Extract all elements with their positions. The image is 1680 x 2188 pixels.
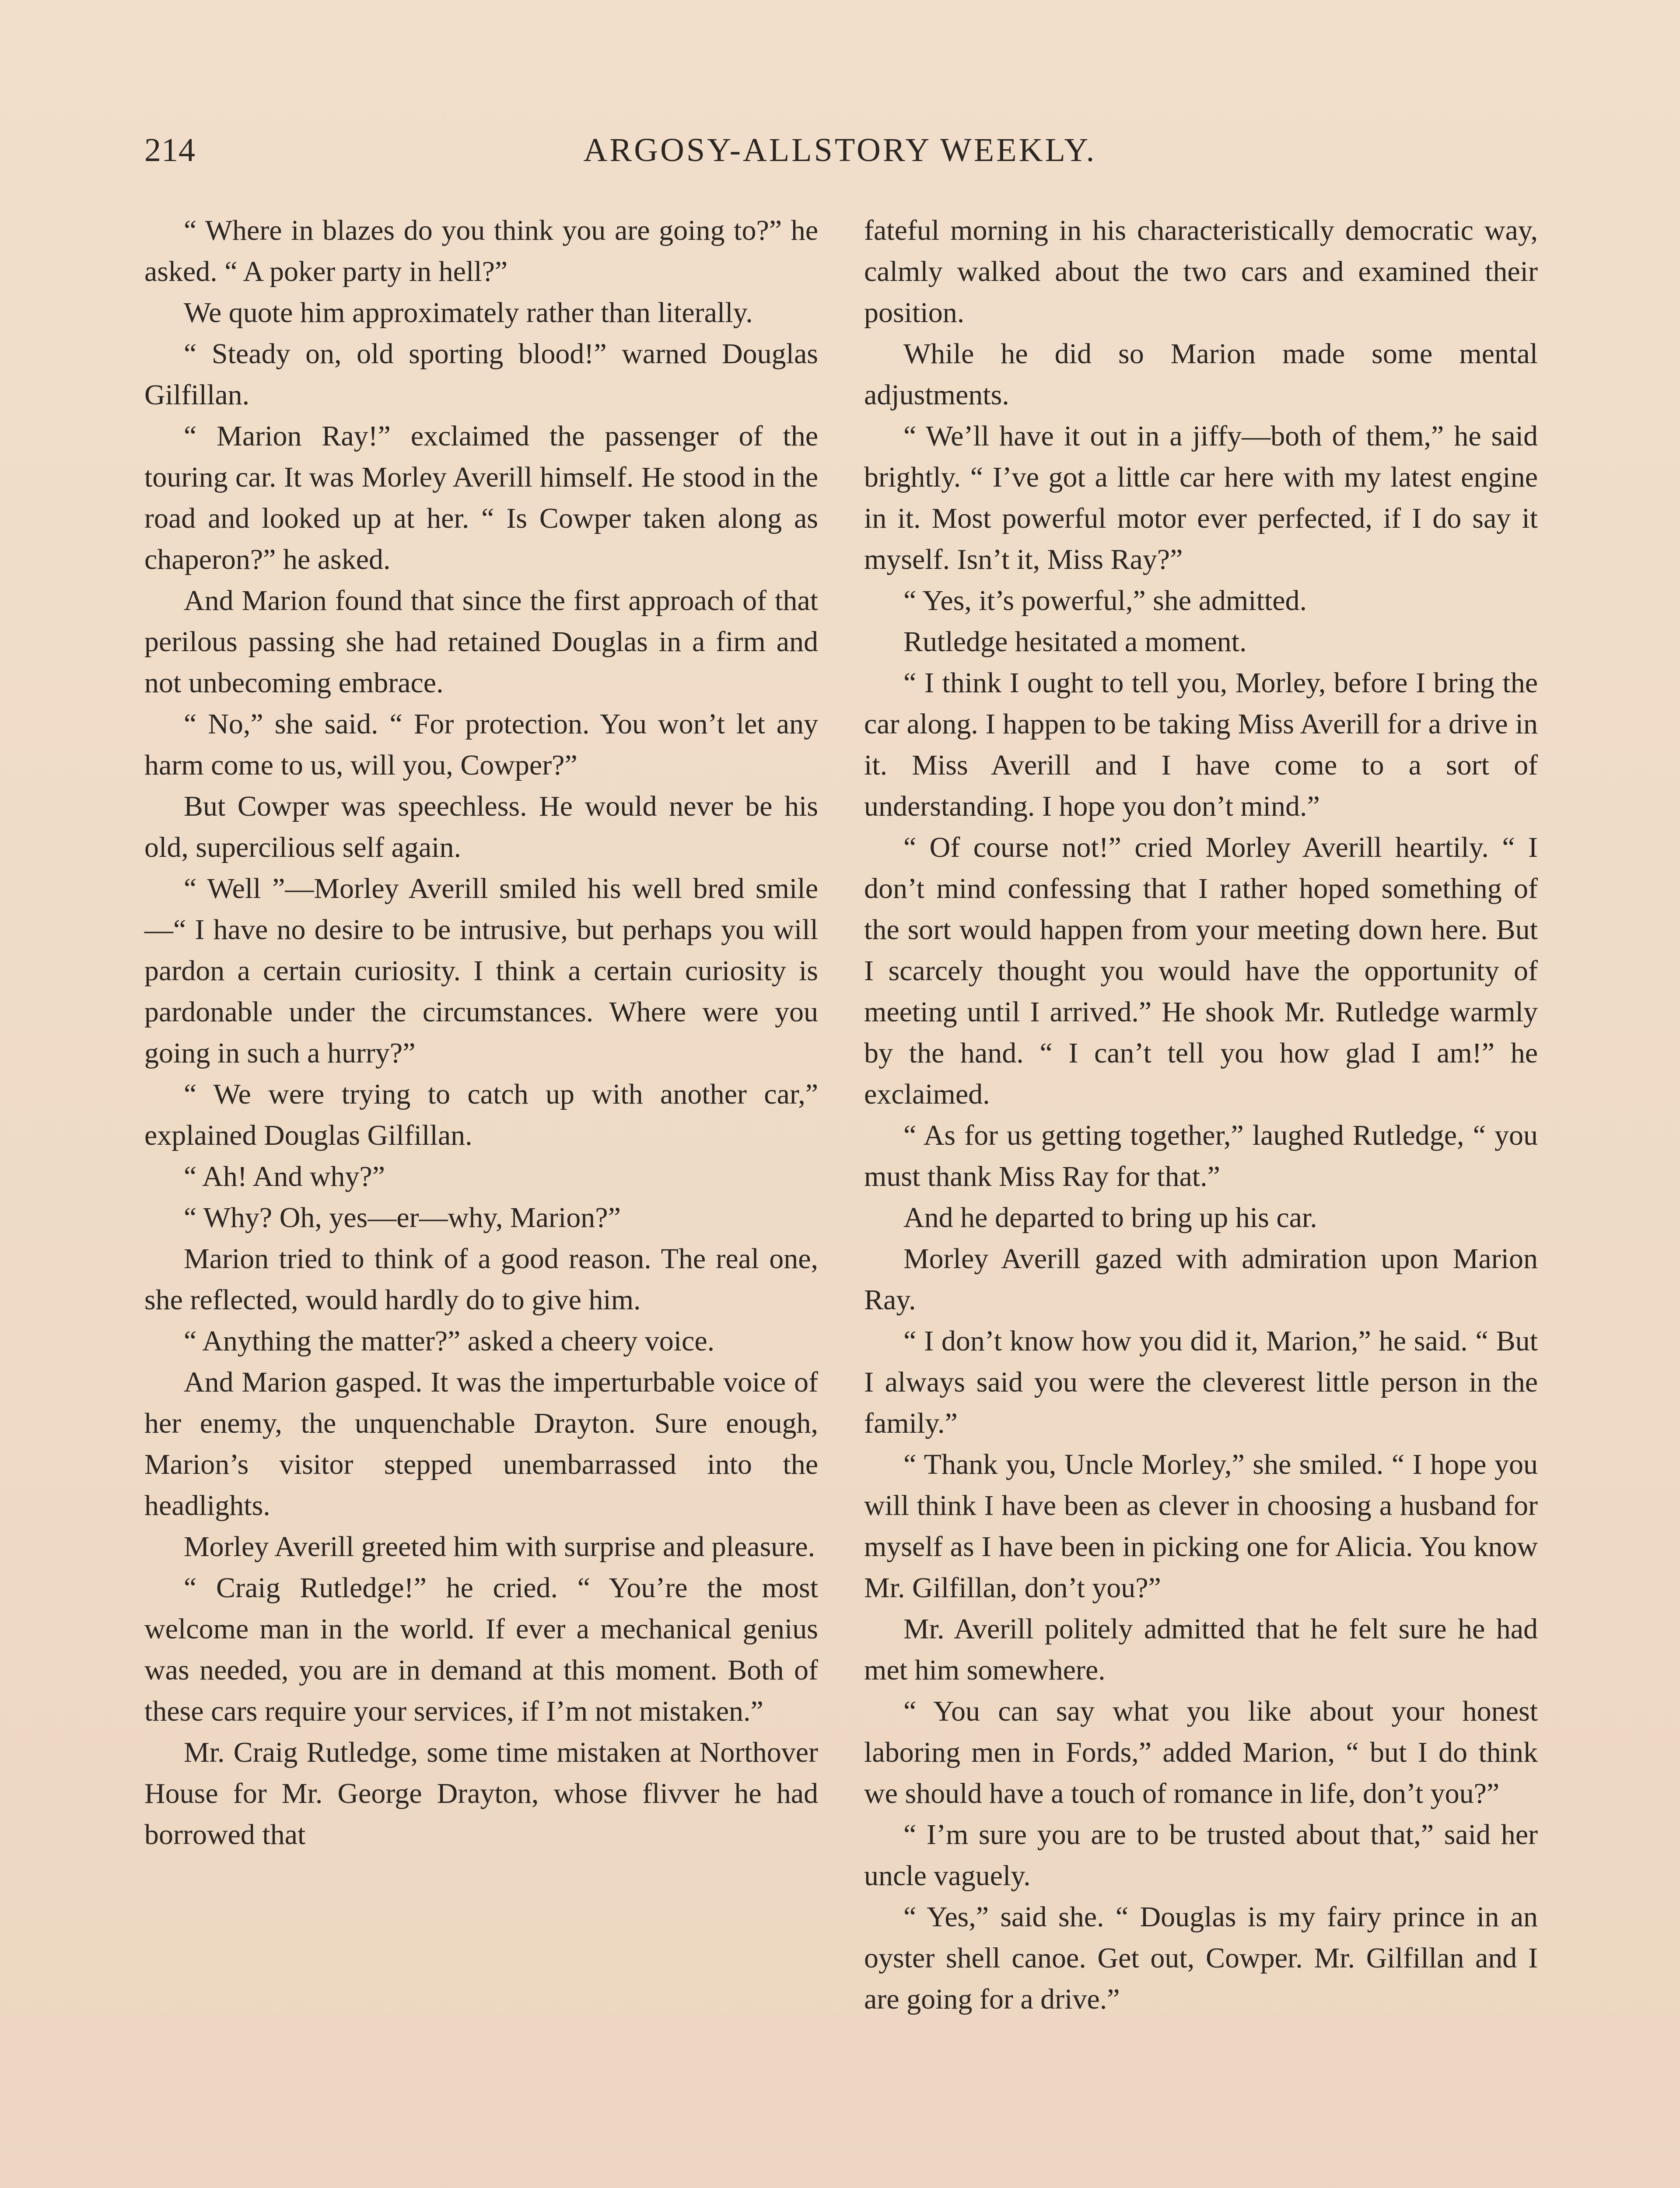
- paragraph: And Marion found that since the first approach of that perilous passing she had retained Douglas in a firm and not unbecoming embrace.: [144, 585, 818, 699]
- paragraph: And Marion gasped. It was the imperturbable voice of her enemy, the unquenchable Drayton. Sure enough, Marion’s visitor stepped unembarrassed into the headlights.: [144, 1366, 818, 1522]
- paragraph-continued: fateful morning in his characteristically democratic way, calmly walked about the two cars and examined their position.: [864, 214, 1538, 329]
- paragraph: “ I think I ought to tell you, Morley, before I bring the car along. I happen to be taking Miss Averill for a drive in it. Miss Averill and I have come to a sort of understanding. I hope you don’t mind.”: [864, 667, 1538, 822]
- paragraph: “ Ah! And why?”: [184, 1161, 385, 1192]
- paragraph: “ We were trying to catch up with another car,” explained Douglas Gilfillan.: [144, 1078, 818, 1151]
- paragraph: “ Thank you, Uncle Morley,” she smiled. “ I hope you will think I have been as clever in choosing a husband for myself as I have been in picking one for Alicia. You know Mr. Gilfillan, don’t you?”: [864, 1448, 1538, 1604]
- paragraph: “ Steady on, old sporting blood!” warned Douglas Gilfillan.: [144, 338, 818, 411]
- paragraph: “ I don’t know how you did it, Marion,” he said. “ But I always said you were the cleverest little person in the family.”: [864, 1325, 1538, 1439]
- page-number: 214: [144, 132, 196, 168]
- paragraph: “ Well ”—Morley Averill smiled his well bred smile—“ I have no desire to be intrusive, but perhaps you will pardon a certain curiosity. I think a certain curiosity is pardonable under the circumstances. Where were you going in such a hurry?”: [144, 873, 818, 1069]
- paragraph: “ As for us getting together,” laughed Rutledge, “ you must thank Miss Ray for that.”: [864, 1119, 1538, 1192]
- paragraph: “ You can say what you like about your honest laboring men in Fords,” added Marion, “ but I do think we should have a touch of romance in life, don’t you?”: [864, 1695, 1538, 1809]
- paragraph: “ No,” she said. “ For protection. You won’t let any harm come to us, will you, Cowper?”: [144, 708, 818, 781]
- paragraph: “ I’m sure you are to be trusted about that,” said her uncle vaguely.: [864, 1819, 1538, 1892]
- left-column: [144, 210, 818, 1855]
- paragraph: Mr. Craig Rutledge, some time mistaken at Northover House for Mr. George Drayton, whose flivver he had borrowed that: [144, 1736, 818, 1851]
- paragraph: Morley Averill gazed with admiration upon Marion Ray.: [864, 1243, 1538, 1316]
- paragraph: “ Marion Ray!” exclaimed the passenger of the touring car. It was Morley Averill himself. He stood in the road and looked up at her. “ Is Cowper taken along as chaperon?” he asked.: [144, 420, 818, 575]
- paragraph: Rutledge hesitated a moment.: [903, 626, 1247, 658]
- paragraph: “ Why? Oh, yes—er—why, Marion?”: [184, 1202, 621, 1234]
- paragraph: “ Anything the matter?” asked a cheery voice.: [184, 1325, 715, 1357]
- paragraph: Morley Averill greeted him with surprise and pleasure.: [184, 1531, 816, 1563]
- right-column: [864, 210, 1538, 2020]
- paragraph: Mr. Averill politely admitted that he felt sure he had met him somewhere.: [864, 1613, 1538, 1686]
- paragraph: “ Where in blazes do you think you are going to?” he asked. “ A poker party in hell?”: [144, 214, 818, 288]
- paragraph: Marion tried to think of a good reason. The real one, she reflected, would hardly do to give him.: [144, 1243, 818, 1316]
- page-header: [144, 131, 1536, 179]
- paragraph: “ Yes, it’s powerful,” she admitted.: [903, 585, 1307, 617]
- paragraph: We quote him approximately rather than literally.: [184, 297, 753, 329]
- paragraph: While he did so Marion made some mental adjustments.: [864, 338, 1538, 411]
- paragraph: “ Craig Rutledge!” he cried. “ You’re the most welcome man in the world. If ever a mechanical genius was needed, you are in demand at this moment. Both of these cars require your services, if I’m not mistaken.”: [144, 1572, 818, 1727]
- paragraph: And he departed to bring up his car.: [903, 1202, 1317, 1234]
- paragraph: “ Of course not!” cried Morley Averill heartily. “ I don’t mind confessing that I rather hoped something of the sort would happen from your meeting down here. But I scarcely thought you would have the opportunity of meeting until I arrived.” He shook Mr. Rutledge warmly by the hand. “ I can’t tell you how glad I am!” he exclaimed.: [864, 831, 1538, 1110]
- paragraph: “ Yes,” said she. “ Douglas is my fairy prince in an oyster shell canoe. Get out, Cowper. Mr. Gilfillan and I are going for a drive.”: [864, 1901, 1538, 2015]
- paragraph: But Cowper was speechless. He would never be his old, supercilious self again.: [144, 790, 818, 863]
- paragraph: “ We’ll have it out in a jiffy—both of them,” he said brightly. “ I’ve got a little car here with my latest engine in it. Most powerful motor ever perfected, if I do say it myself. Isn’t it, Miss Ray?”: [864, 420, 1538, 575]
- running-head: ARGOSY-ALLSTORY WEEKLY.: [583, 132, 1097, 168]
